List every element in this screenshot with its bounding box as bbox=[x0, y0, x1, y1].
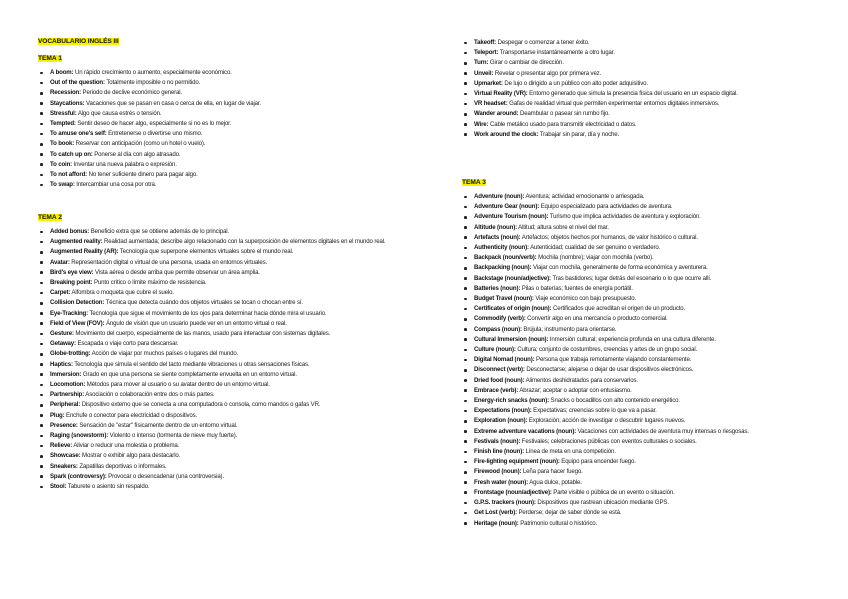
vocab-definition: Enchufe o conector para electricidad o dispositivos. bbox=[64, 411, 198, 419]
vocab-item bbox=[462, 325, 812, 335]
vocab-item bbox=[38, 237, 386, 247]
vocab-definition: Taburete o asiento sin respaldo. bbox=[66, 483, 150, 491]
vocab-definition: Técnica que detecta cuándo dos objetos virtuales se tocan o chocan entre sí. bbox=[104, 299, 303, 307]
vocab-item bbox=[38, 288, 386, 298]
vocab-term: Presence: bbox=[50, 421, 78, 429]
vocab-definition: Revelar o presentar algo por primera vez. bbox=[493, 69, 602, 77]
vocab-term: Added bonus: bbox=[50, 228, 90, 235]
vocab-item bbox=[462, 253, 812, 263]
vocab-definition: Violento o intenso (tormenta de nieve muy fuerte). bbox=[108, 432, 238, 440]
vocab-definition: Acción de viajar por muchos países o lugares del mundo. bbox=[90, 350, 239, 358]
vocab-definition: Aventura; actividad emocionante o arriesgada. bbox=[524, 193, 645, 200]
vocab-term: Exploration (noun): bbox=[474, 417, 528, 425]
vocab-item bbox=[38, 370, 386, 380]
vocab-item bbox=[38, 278, 386, 288]
vocab-definition: Desconectarse; alejarse o dejar de usar dispositivos electrónicos. bbox=[524, 366, 694, 374]
vocab-definition: Patrimonio cultural o histórico. bbox=[518, 519, 598, 527]
tema3-list bbox=[462, 192, 812, 529]
vocab-term: Work around the clock: bbox=[474, 130, 539, 138]
vocab-definition: Intercambiar una cosa por otra. bbox=[74, 181, 157, 189]
vocab-item bbox=[38, 390, 386, 400]
vocab-definition: Trabajar sin parar, día y noche. bbox=[538, 130, 620, 138]
vocab-term: Energy-rich snacks (noun): bbox=[474, 397, 549, 405]
vocab-definition: Representación digital o virtual de una persona, usada en entornos virtuales. bbox=[69, 258, 268, 266]
vocab-definition: Despegar o comenzar a tener éxito. bbox=[496, 39, 590, 46]
vocab-item bbox=[38, 78, 386, 88]
vocab-term: Gesture: bbox=[50, 330, 74, 338]
vocab-item bbox=[462, 69, 812, 79]
vocab-item bbox=[462, 427, 812, 437]
vocab-term: Raging (snowstorm): bbox=[50, 432, 109, 440]
vocab-term: Backstage (noun/adjective): bbox=[474, 274, 551, 282]
vocab-item bbox=[462, 314, 812, 324]
vocab-term: Breaking point: bbox=[50, 279, 93, 287]
vocab-item bbox=[38, 129, 386, 139]
vocab-definition: Movimiento del cuerpo, especialmente de las manos, usado para interactuar con sistemas digitales. bbox=[73, 330, 331, 338]
vocab-definition: Inmersión cultural; experiencia profunda en una cultura diferente. bbox=[548, 335, 716, 343]
vocab-term: Batteries (noun): bbox=[474, 284, 521, 292]
vocab-definition: Girar o cambiar de dirección. bbox=[488, 59, 564, 67]
vocab-term: To coin: bbox=[50, 160, 73, 168]
vocab-item bbox=[38, 180, 386, 190]
vocab-term: Disconnect (verb): bbox=[474, 366, 525, 374]
vocab-definition: Aliviar o reducir una molestia o problema. bbox=[72, 442, 180, 450]
vocab-definition: Deambular o pasear sin rumbo fijo. bbox=[518, 110, 610, 118]
vocab-term: Carpet: bbox=[50, 289, 71, 297]
vocab-item bbox=[38, 431, 386, 441]
vocab-term: Turn: bbox=[474, 59, 489, 67]
vocab-item bbox=[38, 421, 386, 431]
vocab-term: Backpacking (noun): bbox=[474, 264, 532, 272]
vocab-item bbox=[38, 472, 386, 482]
vocab-item bbox=[462, 130, 812, 140]
vocab-term: Adventure Gear (noun): bbox=[474, 203, 540, 211]
vocab-definition: De lujo o dirigido a un público con alto poder adquisitivo. bbox=[502, 79, 648, 87]
vocab-definition: Escapada o viaje corto para descansar. bbox=[75, 340, 179, 348]
vocab-term: Finish line (noun): bbox=[474, 448, 524, 456]
vocab-term: Heritage (noun): bbox=[474, 519, 519, 527]
vocab-item bbox=[38, 298, 386, 308]
vocab-term: Partnership: bbox=[50, 391, 85, 399]
vocab-item bbox=[38, 309, 386, 319]
vocab-item bbox=[462, 274, 812, 284]
vocab-definition: Parte visible o pública de un evento o situación. bbox=[551, 488, 675, 496]
vocab-item bbox=[462, 498, 812, 508]
vocab-term: To amuse one's self: bbox=[50, 130, 107, 138]
vocab-term: Locomotion: bbox=[50, 381, 86, 389]
vocab-term: Get Lost (verb): bbox=[474, 509, 517, 517]
vocab-item bbox=[38, 268, 386, 278]
vocab-term: Sneakers: bbox=[50, 462, 78, 470]
vocab-definition: Vista aérea o desde arriba que permite observar un área amplia. bbox=[93, 268, 260, 276]
vocab-definition: Brújula; instrumento para orientarse. bbox=[521, 325, 617, 333]
vocab-item bbox=[38, 119, 386, 129]
vocab-term: Certificates of origin (noun): bbox=[474, 305, 552, 313]
vocab-definition: Exploración; acción de investigar o descubrir lugares nuevos. bbox=[527, 417, 686, 425]
vocab-item bbox=[38, 360, 386, 370]
vocab-definition: Cable metálico usado para transmitir electricidad o datos. bbox=[488, 120, 637, 128]
vocab-definition: Pilas o baterías; fuentes de energía portátil. bbox=[520, 284, 633, 292]
vocab-item bbox=[38, 349, 386, 359]
vocab-definition: Periodo de declive económico general. bbox=[81, 89, 183, 97]
vocab-item bbox=[462, 263, 812, 273]
vocab-definition: Perderse; dejar de saber dónde se está. bbox=[516, 509, 622, 517]
vocab-item bbox=[38, 227, 386, 237]
tema2-continued-list bbox=[462, 38, 812, 140]
vocab-item bbox=[462, 120, 812, 130]
vocab-term: Virtual Reality (VR): bbox=[474, 90, 528, 98]
vocab-definition: Mostrar o exhibir algo para destacarlo. bbox=[80, 452, 181, 460]
vocab-definition: Abrazar; aceptar o adoptar con entusiasmo. bbox=[518, 386, 632, 394]
vocab-item bbox=[462, 386, 812, 396]
vocab-term: Budget Travel (noun): bbox=[474, 295, 534, 303]
vocab-item bbox=[462, 99, 812, 109]
vocab-item bbox=[38, 339, 386, 349]
vocab-definition: Provocar o desencadenar (una controversia). bbox=[106, 472, 224, 480]
vocab-definition: Agua dulce, potable. bbox=[528, 478, 582, 486]
vocab-item bbox=[462, 406, 812, 416]
vocab-item bbox=[38, 462, 386, 472]
vocab-term: Haptics: bbox=[50, 360, 73, 368]
tema2-heading: TEMA 2 bbox=[38, 214, 62, 221]
vocab-definition: Equipo especializado para actividades de aventura. bbox=[539, 203, 673, 211]
vocab-definition: Gafas de realidad virtual que permiten experimentar entornos digitales inmersivos. bbox=[507, 100, 720, 108]
vocab-term: Authenticity (noun): bbox=[474, 244, 529, 252]
vocab-term: Culture (noun): bbox=[474, 346, 516, 354]
vocab-term: Plug: bbox=[50, 411, 65, 419]
vocab-item bbox=[462, 48, 812, 58]
vocab-term: Showcase: bbox=[50, 452, 81, 460]
vocab-definition: Turismo que implica actividades de aventura y exploración. bbox=[548, 213, 701, 221]
vocab-item bbox=[38, 88, 386, 98]
vocab-item bbox=[462, 345, 812, 355]
vocab-term: Spark (controversy): bbox=[50, 472, 107, 480]
vocab-item bbox=[462, 457, 812, 467]
vocab-definition: Autenticidad; cualidad de ser genuino o verdadero. bbox=[528, 244, 661, 252]
tema1-heading: TEMA 1 bbox=[38, 55, 62, 62]
vocab-definition: Grado en que una persona se siente completamente envuelta en un entorno virtual. bbox=[81, 370, 297, 378]
vocab-term: To book: bbox=[50, 140, 75, 148]
vocab-term: Recession: bbox=[50, 89, 82, 97]
vocab-item bbox=[38, 451, 386, 461]
vocab-term: Frontstage (noun/adjective): bbox=[474, 488, 552, 496]
vocab-item bbox=[462, 447, 812, 457]
document-title: VOCABULARIO INGLÉS III bbox=[38, 38, 119, 45]
vocab-definition: Línea de meta en una competición. bbox=[523, 448, 616, 456]
vocab-item bbox=[38, 329, 386, 339]
vocab-item bbox=[462, 376, 812, 386]
vocab-item bbox=[462, 478, 812, 488]
vocab-item bbox=[38, 150, 386, 160]
vocab-term: Festivals (noun): bbox=[474, 437, 521, 445]
vocab-definition: Mochila (nombre); viajar con mochila (verbo). bbox=[536, 254, 654, 262]
vocab-item bbox=[462, 284, 812, 294]
vocab-item bbox=[462, 89, 812, 99]
vocab-item bbox=[38, 258, 386, 268]
vocab-item bbox=[38, 139, 386, 149]
vocab-item bbox=[462, 519, 812, 529]
vocab-term: Fire-lighting equipment (noun): bbox=[474, 458, 560, 466]
vocab-definition: Ángulo de visión que un usuario puede ver en un entorno virtual o real. bbox=[104, 319, 287, 327]
vocab-item bbox=[38, 170, 386, 180]
vocab-term: Adventure Tourism (noun): bbox=[474, 213, 549, 221]
vocab-term: Embrace (verb): bbox=[474, 386, 519, 394]
vocab-definition: Métodos para mover al usuario o su avatar dentro de un entorno virtual. bbox=[85, 381, 270, 389]
vocab-item bbox=[462, 437, 812, 447]
vocab-item bbox=[462, 202, 812, 212]
vocab-definition: Punto crítico o límite máximo de resistencia. bbox=[92, 279, 207, 287]
vocab-item bbox=[38, 68, 386, 78]
vocab-item bbox=[38, 380, 386, 390]
vocab-term: Relieve: bbox=[50, 442, 73, 450]
vocab-definition: Inventar una nueva palabra o expresión. bbox=[72, 160, 177, 168]
vocab-term: Commodify (verb): bbox=[474, 315, 526, 323]
vocab-definition: Certificados que acreditan el origen de un producto. bbox=[551, 305, 686, 313]
vocab-item bbox=[462, 467, 812, 477]
vocab-item bbox=[462, 396, 812, 406]
vocab-definition: Ponerse al día con algo atrasado. bbox=[92, 150, 181, 158]
vocab-term: Bird's eye view: bbox=[50, 268, 94, 276]
vocab-definition: Totalmente imposible o no permitido. bbox=[104, 79, 201, 87]
vocab-definition: Tecnología que sigue el movimiento de los ojos para determinar hacia dónde mira el usuario. bbox=[88, 309, 327, 317]
vocab-definition: Leña para hacer fuego. bbox=[521, 468, 583, 476]
vocab-term: Teleport: bbox=[474, 49, 499, 57]
vocab-item bbox=[462, 109, 812, 119]
vocab-definition: Festivales; celebraciones públicas con eventos culturales o sociales. bbox=[520, 437, 697, 445]
vocab-item bbox=[462, 335, 812, 345]
vocab-item bbox=[462, 355, 812, 365]
vocab-term: Getaway: bbox=[50, 340, 76, 348]
vocab-item bbox=[38, 247, 386, 257]
vocab-term: Peripheral: bbox=[50, 401, 81, 409]
vocab-item bbox=[462, 488, 812, 498]
vocab-term: G.P.S. trackers (noun): bbox=[474, 499, 536, 507]
vocab-term: Augmented Reality (AR): bbox=[50, 248, 119, 256]
vocab-term: Dried food (noun): bbox=[474, 376, 525, 384]
vocab-term: To swap: bbox=[50, 181, 75, 189]
vocab-term: Artefacts (noun): bbox=[474, 233, 521, 241]
vocab-definition: Entorno generado que simula la presencia física del usuario en un espacio digital. bbox=[527, 90, 738, 98]
vocab-term: Altitude (noun): bbox=[474, 223, 517, 231]
vocab-definition: Entretenerse o divertirse uno mismo. bbox=[106, 130, 203, 138]
vocab-definition: Vacaciones con actividades de aventura muy intensas o riesgosas. bbox=[576, 427, 749, 435]
vocab-definition: Dispositivos que rastrean ubicación mediante GPS. bbox=[535, 499, 669, 507]
vocab-definition: Sensación de "estar" físicamente dentro de un entorno virtual. bbox=[77, 421, 238, 429]
vocab-term: Stressful: bbox=[50, 109, 77, 117]
tema1-list bbox=[38, 68, 386, 190]
vocab-definition: Equipo para encender fuego. bbox=[559, 458, 636, 466]
vocab-definition: Expectativas; creencias sobre lo que va a pasar. bbox=[531, 407, 657, 415]
vocab-definition: Cultura; conjunto de costumbres, creencias y artes de un grupo social. bbox=[515, 346, 698, 354]
vocab-item bbox=[38, 160, 386, 170]
vocab-term: Immersion: bbox=[50, 370, 82, 378]
tema3-heading: TEMA 3 bbox=[462, 179, 486, 186]
vocab-term: Collision Detection: bbox=[50, 299, 105, 307]
vocab-term: Firewood (noun): bbox=[474, 468, 522, 476]
vocab-definition: Alfombra o moqueta que cubre el suelo. bbox=[70, 289, 174, 297]
vocab-term: Digital Nomad (noun): bbox=[474, 356, 535, 364]
vocab-item bbox=[462, 212, 812, 222]
vocab-item bbox=[462, 58, 812, 68]
vocab-item bbox=[38, 319, 386, 329]
vocab-term: Stool: bbox=[50, 483, 67, 491]
vocab-definition: Artefactos; objetos hechos por humanos, de valor histórico o cultural. bbox=[520, 233, 698, 241]
vocab-term: Upmarket: bbox=[474, 79, 503, 87]
vocab-definition: Realidad aumentada; describe algo relacionado con la superposición de elementos digitales en el mundo real. bbox=[102, 238, 386, 246]
vocab-item bbox=[38, 400, 386, 410]
vocab-definition: Reservar con anticipación (como un hotel o vuelo). bbox=[74, 140, 206, 148]
vocab-definition: Convertir algo en una mercancía o producto comercial. bbox=[525, 315, 668, 323]
vocab-item bbox=[462, 192, 812, 202]
vocab-term: Staycations: bbox=[50, 99, 85, 107]
vocab-item bbox=[462, 416, 812, 426]
vocab-term: Backpack (noun/verb): bbox=[474, 254, 537, 262]
vocab-item bbox=[38, 411, 386, 421]
tema2-list bbox=[38, 227, 386, 492]
vocab-term: Globe-trotting: bbox=[50, 350, 91, 358]
vocab-definition: Tras bastidores; lugar detrás del escenario o lo que ocurre allí. bbox=[550, 274, 712, 282]
vocab-term: Extreme adventure vacations (noun): bbox=[474, 427, 577, 435]
vocab-term: VR headset: bbox=[474, 100, 508, 108]
vocab-item bbox=[462, 243, 812, 253]
vocab-term: Tempted: bbox=[50, 120, 76, 128]
vocab-term: Unveil: bbox=[474, 69, 494, 77]
vocab-item bbox=[38, 441, 386, 451]
vocab-item bbox=[462, 294, 812, 304]
vocab-definition: Transportarse instantáneamente a otro lugar. bbox=[498, 49, 615, 57]
vocab-definition: No tener suficiente dinero para pagar algo. bbox=[87, 171, 198, 179]
vocab-term: Adventure (noun): bbox=[474, 193, 525, 200]
vocab-definition: Zapatillas deportivas o informales. bbox=[77, 462, 167, 470]
vocab-definition: Altitud; altura sobre el nivel del mar. bbox=[516, 223, 609, 231]
vocab-definition: Tecnología que simula el sentido del tacto mediante vibraciones u otras sensaciones físicas. bbox=[72, 360, 310, 368]
vocab-term: Augmented reality: bbox=[50, 238, 103, 246]
vocab-item bbox=[462, 365, 812, 375]
vocab-definition: Sentir deseo de hacer algo, especialmente si no es lo mejor. bbox=[75, 120, 232, 128]
vocab-term: Expectations (noun): bbox=[474, 407, 532, 415]
vocab-definition: Alimentos deshidratados para conservarlos. bbox=[524, 376, 638, 384]
vocab-term: Out of the question: bbox=[50, 79, 105, 87]
vocab-definition: Snacks o bocadillos con alto contenido energético. bbox=[549, 397, 680, 405]
vocab-term: A boom: bbox=[50, 69, 74, 76]
vocab-term: Compass (noun): bbox=[474, 325, 522, 333]
vocab-item bbox=[38, 109, 386, 119]
vocab-definition: Algo que causa estrés o tensión. bbox=[76, 109, 162, 117]
vocab-item bbox=[462, 233, 812, 243]
vocab-term: Wander around: bbox=[474, 110, 519, 118]
vocab-definition: Dispositivo externo que se conecta a una computadora o consola, como mandos o gafas VR. bbox=[80, 401, 321, 409]
vocab-definition: Asociación o colaboración entre dos o más partes. bbox=[84, 391, 215, 399]
vocab-item bbox=[462, 508, 812, 518]
vocab-definition: Viaje económico con bajo presupuesto. bbox=[533, 295, 637, 303]
vocab-definition: Vacaciones que se pasan en casa o cerca de ella, en lugar de viajar. bbox=[84, 99, 261, 107]
vocab-definition: Un rápido crecimiento o aumento, especialmente económico. bbox=[73, 69, 232, 76]
vocab-term: To catch up on: bbox=[50, 150, 93, 158]
vocab-item bbox=[462, 79, 812, 89]
vocab-term: Avatar: bbox=[50, 258, 70, 266]
vocab-definition: Beneficio extra que se obtiene además de lo principal. bbox=[89, 228, 229, 235]
vocab-term: Wire: bbox=[474, 120, 489, 128]
vocab-item bbox=[462, 223, 812, 233]
vocab-term: Cultural Immersion (noun): bbox=[474, 335, 549, 343]
vocab-term: Fresh water (noun): bbox=[474, 478, 529, 486]
vocab-term: Takeoff: bbox=[474, 39, 497, 46]
vocab-term: Eye-Tracking: bbox=[50, 309, 89, 317]
vocab-definition: Viajar con mochila, generalmente de forma económica y aventurera. bbox=[531, 264, 708, 272]
vocab-item bbox=[462, 38, 812, 48]
vocab-item bbox=[462, 304, 812, 314]
vocab-term: To not afford: bbox=[50, 171, 88, 179]
vocab-definition: Tecnología que superpone elementos virtuales sobre el mundo real. bbox=[118, 248, 294, 256]
vocab-item bbox=[38, 482, 386, 492]
vocab-term: Field of View (FOV): bbox=[50, 319, 105, 327]
vocab-definition: Persona que trabaja remotamente viajando constantemente. bbox=[534, 356, 692, 364]
vocab-item bbox=[38, 99, 386, 109]
